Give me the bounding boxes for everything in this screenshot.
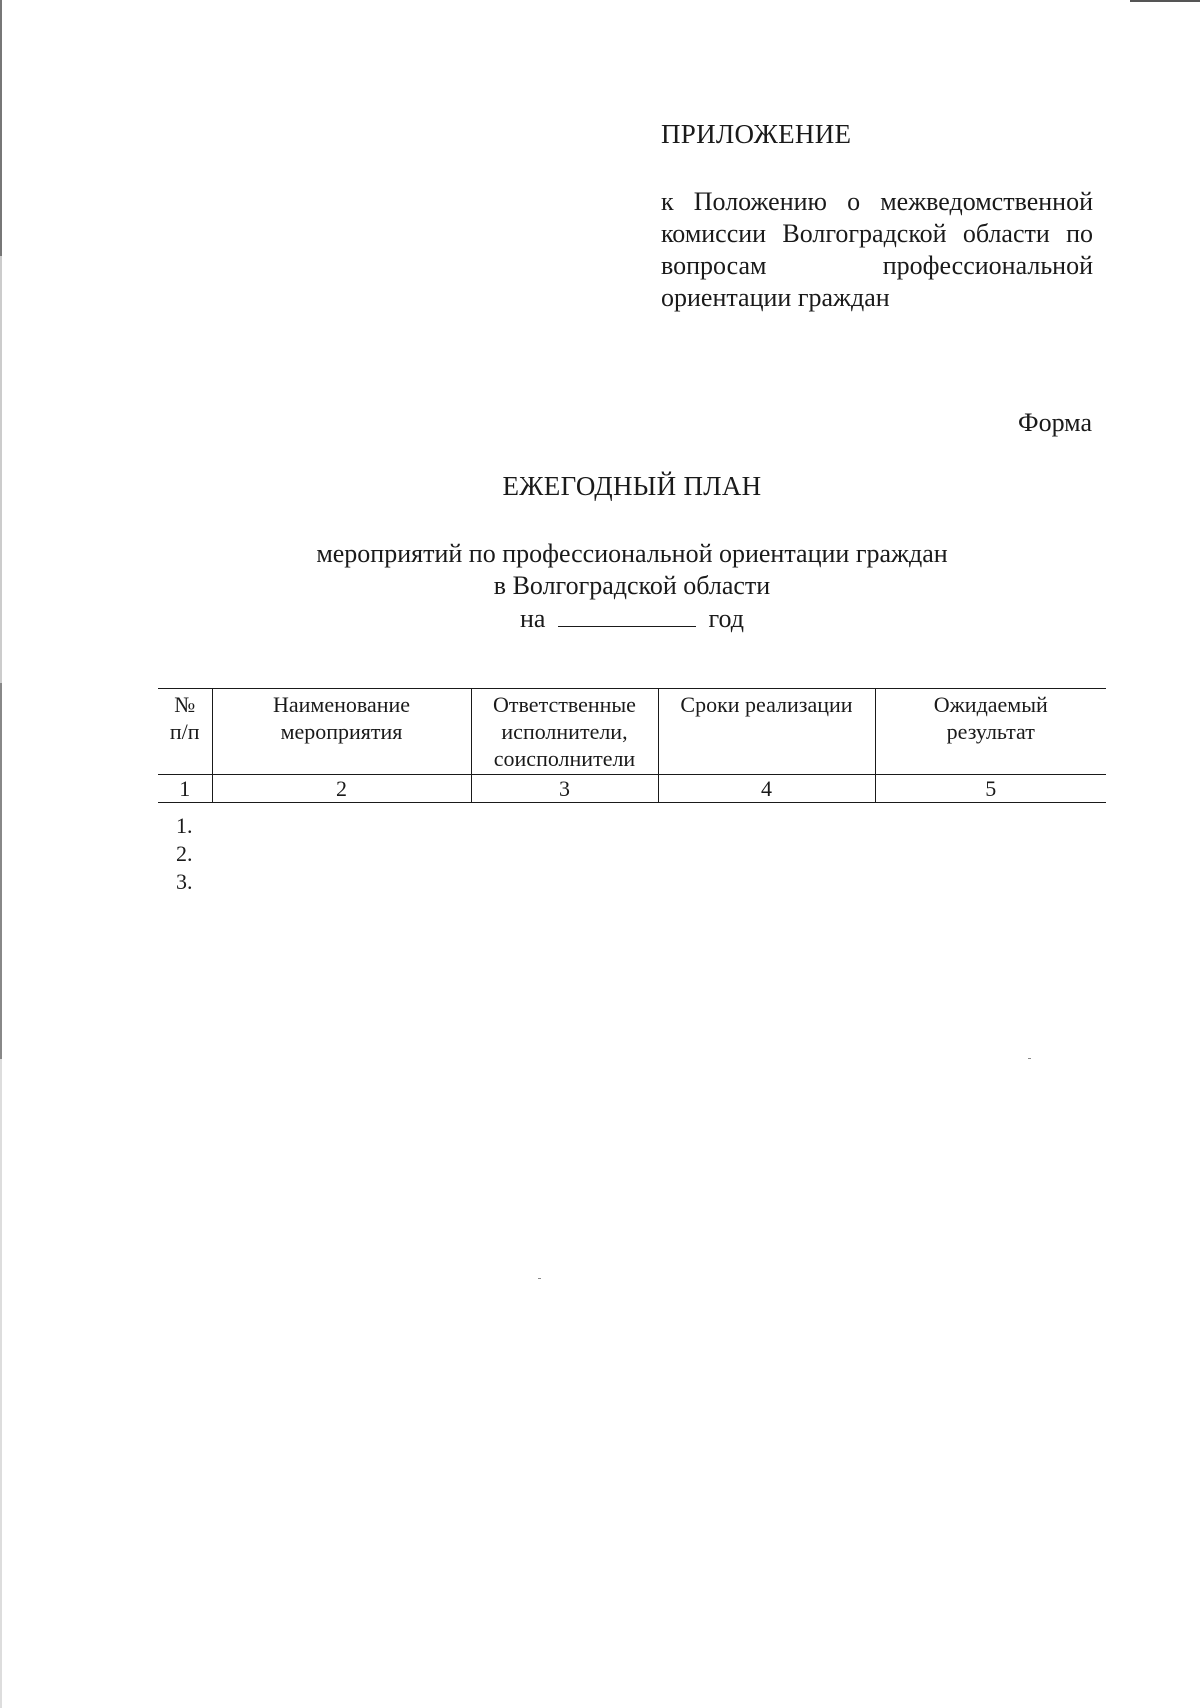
table-cell: 2 <box>212 775 471 803</box>
header-deadlines <box>658 689 875 775</box>
appendix-block <box>661 118 1093 314</box>
plan-subtitle-line1: мероприятий по профессиональной ориентации граждан <box>316 539 948 568</box>
plan-title: ЕЖЕГОДНЫЙ ПЛАН <box>502 471 762 501</box>
appendix-text: к Положению о межведомственной комиссии Волгоградской области по вопросам профессиональной ориентации граждан <box>661 187 1093 312</box>
plan-year-suffix: год <box>708 604 744 633</box>
header-number <box>158 689 212 775</box>
plan-subtitle <box>0 538 1200 635</box>
list-item: 1. <box>176 813 193 838</box>
items-list <box>176 812 193 896</box>
list-item: 2. <box>176 841 193 866</box>
appendix-title: ПРИЛОЖЕНИЕ <box>661 119 852 149</box>
header-number-label: № п/п <box>169 692 200 744</box>
header-responsible-label: Ответственные исполнители, соисполнители <box>493 692 636 771</box>
plan-subtitle-line2: в Волгоградской области <box>493 571 771 600</box>
header-expected-result <box>875 689 1106 775</box>
year-blank-field[interactable] <box>558 602 696 627</box>
plan-year-prefix: на <box>520 604 546 633</box>
plan-table <box>158 688 1106 803</box>
table-cell: 3 <box>471 775 658 803</box>
table-row <box>158 775 1106 803</box>
scan-speck <box>1028 1058 1031 1059</box>
table-header-row <box>158 689 1106 775</box>
form-label: Форма <box>1018 408 1092 437</box>
plan-year-line <box>0 602 1200 635</box>
header-event-name <box>212 689 471 775</box>
scan-edge-left <box>0 0 2 1708</box>
table-cell: 4 <box>658 775 875 803</box>
header-deadlines-label: Сроки реализации <box>680 692 853 717</box>
list-item: 3. <box>176 869 193 894</box>
scan-speck <box>538 1278 541 1279</box>
table-cell: 5 <box>875 775 1106 803</box>
header-responsible <box>471 689 658 775</box>
header-event-name-label: Наименование мероприятия <box>272 692 411 744</box>
scan-edge-top <box>1130 0 1200 2</box>
header-expected-result-label: Ожидаемый результат <box>933 692 1048 744</box>
table-cell: 1 <box>158 775 212 803</box>
